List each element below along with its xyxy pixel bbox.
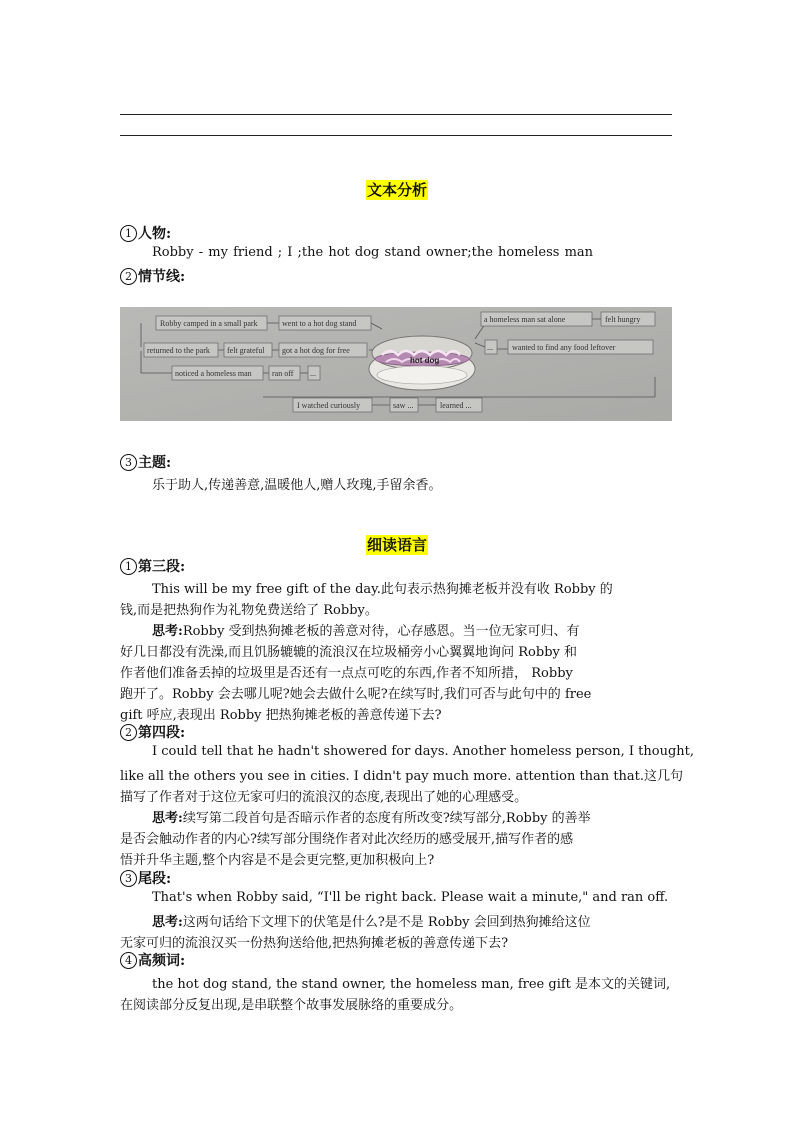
para4-think-line-2: 是否会触动作者的内心?续写部分围绕作者对此次经历的感受展开,描写作者的感: [120, 832, 574, 847]
ending-label: [120, 868, 171, 888]
plot-label: [120, 266, 185, 286]
circled-number: 3: [120, 870, 137, 887]
analysis-heading: [0, 179, 794, 200]
para3-line-2: 钱,而是把热狗作为礼物免费送给了 Robby。: [120, 603, 378, 618]
header-rule-bottom: [120, 135, 672, 136]
ending-think-line-1: [120, 911, 704, 930]
ending-line-1: That's when Robby said, “I'll be right back. Please wait a minute," and ran off.: [152, 890, 669, 905]
box-ran-text: ran off: [272, 369, 294, 378]
para3-label-text: 第三段:: [138, 559, 186, 575]
keywords-line-2: 在阅读部分反复出现,是串联整个故事发展脉络的重要成分。: [120, 998, 463, 1013]
box-noticed-text: noticed a homeless man: [175, 369, 252, 378]
para4-label: [120, 722, 185, 742]
box-returned-text: returned to the park: [147, 346, 210, 355]
box-leftover-text: wanted to find any food leftover: [512, 343, 616, 352]
circled-number: 4: [120, 952, 137, 969]
para3-think-line-4: 跑开了。Robby 会去哪儿呢?她会去做什么呢?在续写时,我们可否与此句中的 free: [120, 687, 592, 702]
ending-label-text: 尾段:: [138, 871, 172, 887]
box-went-text: went to a hot dog stand: [282, 319, 357, 328]
theme-label: [120, 452, 171, 472]
plot-diagram: [120, 307, 672, 421]
para3-think-line-5: gift 呼应,表现出 Robby 把热狗摊老板的善意传递下去?: [120, 708, 442, 723]
box-hungry-text: felt hungry: [605, 315, 641, 324]
para4-line-2: like all the others you see in cities. I didn't pay much more. attention than that.这几句: [120, 769, 684, 784]
para4-think-line-3: 悟并升华主题,整个内容是不是会更完整,更加积极向上?: [120, 853, 435, 868]
close-reading-heading: [0, 534, 794, 555]
para3-label: [120, 556, 185, 576]
para4-line-3: 描写了作者对于这位无家可归的流浪汉的态度,表现出了她的心理感受。: [120, 790, 528, 805]
keywords-line-1: the hot dog stand, the stand owner, the homeless man, free gift 是本文的关键词,: [152, 977, 671, 992]
box-grateful-text: felt grateful: [227, 346, 265, 355]
para3-line-1: This will be my free gift of the day.此句表示热狗摊老板并没有收 Robby 的: [152, 582, 613, 597]
characters-label: [120, 223, 171, 243]
circled-number: 3: [120, 454, 137, 471]
think-label: 思考:: [152, 624, 183, 639]
para3-think-line-2: 好几日都没有洗澡,而且饥肠辘辘的流浪汉在垃圾桶旁小心翼翼地询问 Robby 和: [120, 645, 577, 660]
box-learned-text: learned ...: [440, 401, 472, 410]
box-camped-text: Robby camped in a small park: [160, 319, 258, 328]
analysis-title: 文本分析: [366, 181, 427, 199]
circled-number: 1: [120, 558, 137, 575]
para4-think-text-1: 续写第二段首句是否暗示作者的态度有所改变?续写部分,Robby 的善举: [182, 811, 591, 826]
para3-think-line-3: 作者他们准备丢掉的垃圾里是否还有一点点可吃的东西,作者不知所措， Robby: [120, 666, 573, 681]
characters-text: Robby - my friend ; I ;the hot dog stand owner;the homeless man: [152, 245, 594, 260]
plot-label-text: 情节线:: [138, 269, 186, 285]
para3-think-line-1: [120, 620, 704, 639]
header-rule-top: [120, 114, 672, 115]
characters-label-text: 人物:: [138, 226, 172, 242]
box-saw-text: saw ...: [393, 401, 414, 410]
hotdog-label: hot dog: [410, 356, 440, 365]
keywords-label: [120, 950, 185, 970]
para4-line-1: I could tell that he hadn't showered for days. Another homeless person, I thought,: [152, 744, 695, 759]
close-reading-title: 细读语言: [366, 536, 427, 554]
ending-think-line-2: 无家可归的流浪汉买一份热狗送给他,把热狗摊老板的善意传递下去?: [120, 936, 509, 951]
box-got-text: got a hot dog for free: [282, 346, 350, 355]
para4-label-text: 第四段:: [138, 725, 186, 741]
box-homeless-sat-text: a homeless man sat alone: [484, 315, 566, 324]
ending-think-text-1: 这两句话给下文埋下的伏笔是什么?是不是 Robby 会回到热狗摊给这位: [182, 915, 591, 930]
para4-think-line-1: [120, 807, 704, 826]
think-label: 思考:: [152, 811, 183, 826]
keywords-label-text: 高频词:: [138, 953, 186, 969]
circled-number: 2: [120, 724, 137, 741]
think-label: 思考:: [152, 915, 183, 930]
theme-text: 乐于助人,传递善意,温暖他人,赠人玫瑰,手留余香。: [152, 478, 442, 493]
circled-number: 2: [120, 268, 137, 285]
para3-think-text-1: Robby 受到热狗摊老板的善意对待，心存感恩。当一位无家可归、有: [182, 624, 580, 639]
box-dots1-text: ...: [310, 369, 316, 378]
box-dots2-text: ...: [487, 343, 493, 352]
circled-number: 1: [120, 225, 137, 242]
theme-label-text: 主题:: [138, 455, 172, 471]
box-watched-text: I watched curiously: [297, 401, 361, 410]
hot-dog-illustration: [369, 336, 475, 390]
